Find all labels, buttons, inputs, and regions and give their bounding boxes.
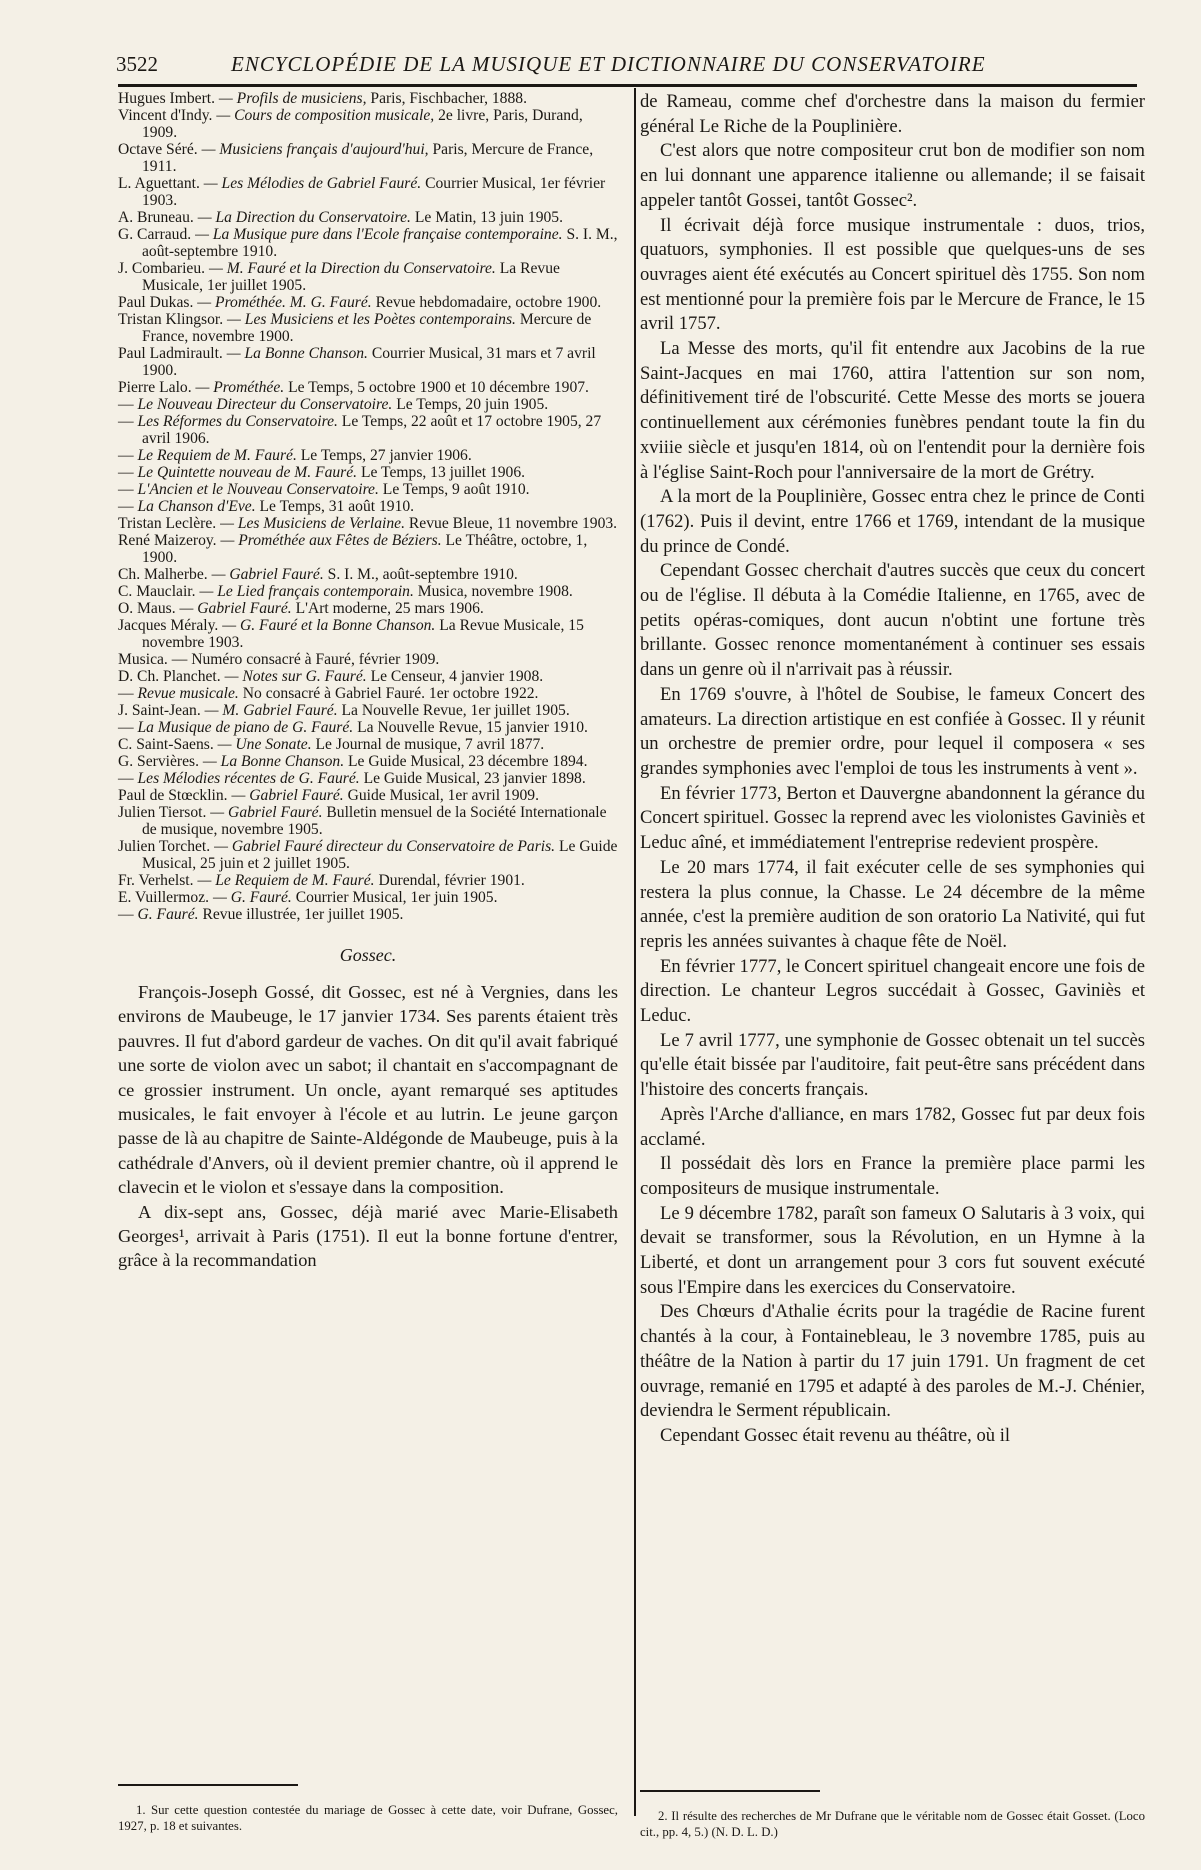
bibliography-source: L'Art moderne, 25 mars 1906. xyxy=(295,600,484,617)
bibliography-title: Le Requiem de M. Fauré. xyxy=(137,447,297,464)
bibliography-title: — Gabriel Fauré directeur du Conservatoire de Paris. xyxy=(214,838,556,855)
bibliography-entry xyxy=(118,685,618,702)
bibliography-source: Musica, novembre 1908. xyxy=(417,583,573,600)
bibliography-author: G. Carraud. xyxy=(118,226,192,243)
bibliography-title: — Prométhée aux Fêtes de Béziers. xyxy=(220,532,442,549)
bibliography-source: Durendal, février 1901. xyxy=(378,872,525,889)
bibliography-source: — Numéro consacré à Fauré, février 1909. xyxy=(171,651,440,668)
bibliography-source: La Revue Musicale, 1er juillet 1905. xyxy=(142,260,560,294)
right-column xyxy=(640,90,1145,1449)
bibliography-source: Le Matin, 13 juin 1905. xyxy=(414,209,563,226)
bibliography-title: — Les Musiciens de Verlaine. xyxy=(220,515,405,532)
bibliography-source: Le Guide Musical, 23 janvier 1898. xyxy=(363,770,586,787)
bibliography-entry xyxy=(118,872,618,889)
bibliography-title: — Musiciens français d'aujourd'hui, xyxy=(201,141,429,158)
bibliography-title: — Gabriel Fauré. xyxy=(211,566,324,583)
bibliography-author: Octave Séré. xyxy=(118,141,198,158)
bibliography-title: — G. Fauré et la Bonne Chanson. xyxy=(222,617,436,634)
header-rule xyxy=(118,84,1137,87)
bibliography-author: D. Ch. Planchet. xyxy=(118,668,221,685)
bibliography-source: Paris, Fischbacher, 1888. xyxy=(370,90,527,107)
bibliography-title: — Les Musiciens et les Poètes contemporains. xyxy=(227,311,516,328)
bibliography-entry xyxy=(118,804,618,838)
bibliography-title: — Gabriel Fauré. xyxy=(210,804,323,821)
bibliography-title: — Cours de composition musicale, xyxy=(216,107,435,124)
bibliography-author: — xyxy=(118,464,134,481)
bibliography-source: Le Temps, 27 janvier 1906. xyxy=(300,447,472,464)
bibliography-source: Bulletin mensuel de la Société Internationale de musique, novembre 1905. xyxy=(142,804,607,838)
section-title: Gossec. xyxy=(339,945,397,965)
bibliography-entry xyxy=(118,753,618,770)
bibliography-source: Guide Musical, 1er avril 1909. xyxy=(347,787,540,804)
bibliography-author: E. Vuillermoz. xyxy=(118,889,210,906)
bibliography-source: Revue illustrée, 1er juillet 1905. xyxy=(202,906,404,923)
bibliography-title: — M. Fauré et la Direction du Conservatoire. xyxy=(208,260,496,277)
bibliography-title: La Musique de piano de G. Fauré. xyxy=(137,719,354,736)
body-paragraph: A la mort de la Pouplinière, Gossec entra chez le prince de Conti (1762). Puis il devint, entre 1766 et 1769, intendant de la musique du prince de Condé. xyxy=(640,486,1145,557)
bibliography-author: — xyxy=(118,447,134,464)
bibliography-author: Hugues Imbert. xyxy=(118,90,216,107)
bibliography-source: Courrier Musical, 1er juin 1905. xyxy=(295,889,498,906)
bibliography-author: A. Bruneau. xyxy=(118,209,194,226)
body-paragraph: de Rameau, comme chef d'orchestre dans la maison du fermier général Le Riche de la Pouplinière. xyxy=(640,91,1145,137)
bibliography-entry xyxy=(118,260,618,294)
bibliography-source: S. I. M., août-septembre 1910. xyxy=(327,566,518,583)
bibliography-source: No consacré à Gabriel Fauré. 1er octobre 1922. xyxy=(242,685,539,702)
bibliography-title: La Chanson d'Eve. xyxy=(137,498,256,515)
page-number: 3522 xyxy=(116,52,158,76)
bibliography-author: — xyxy=(118,906,134,923)
bibliography-title: Les Mélodies récentes de G. Fauré. xyxy=(137,770,360,787)
bibliography-author: — xyxy=(118,770,134,787)
bibliography-author: — xyxy=(118,685,134,702)
bibliography-entry xyxy=(118,566,618,583)
bibliography-entry xyxy=(118,311,618,345)
running-title: ENCYCLOPÉDIE DE LA MUSIQUE ET DICTIONNAIRE DU CONSERVATOIRE xyxy=(231,52,986,76)
left-footnote-area xyxy=(118,1770,618,1834)
body-paragraph: En février 1773, Berton et Dauvergne abandonnent la gérance du Concert spirituel. Gossec la reprend avec les violonistes Gaviniès et Leduc aîné, et immédiatement l'entreprise redevient prospère. xyxy=(640,782,1145,854)
bibliography-entry xyxy=(118,226,618,260)
column-divider xyxy=(634,88,636,1816)
bibliography-author: J. Saint-Jean. xyxy=(118,702,201,719)
bibliography-author: — xyxy=(118,396,134,413)
bibliography-source: Le Temps, 5 octobre 1900 et 10 décembre 1907. xyxy=(288,379,589,396)
bibliography-author: Pierre Lalo. xyxy=(118,379,192,396)
footnote-rule xyxy=(640,1790,820,1792)
body-paragraph: Il possédait dès lors en France la première place parmi les compositeurs de musique instrumentale. xyxy=(640,1153,1145,1199)
bibliography-entry xyxy=(118,447,618,464)
bibliography-entry xyxy=(118,90,618,107)
bibliography-author: G. Servières. xyxy=(118,753,199,770)
bibliography-title: Les Réformes du Conservatoire. xyxy=(137,413,338,430)
footnote: 2. Il résulte des recherches de Mr Dufrane que le véritable nom de Gossec était Gosset. (Loco cit., pp. 4, 5.) (N. D. L. D.) xyxy=(640,1809,1145,1839)
bibliography-author: Musica. xyxy=(118,651,168,668)
bibliography-author: L. Aguettant. xyxy=(118,175,200,192)
bibliography-entry xyxy=(118,464,618,481)
body-paragraph: En février 1777, le Concert spirituel changeait encore une fois de direction. Le chanteur Legros succédait à Gossec, Gaviniès et Leduc. xyxy=(640,955,1145,1027)
bibliography-title: Le Nouveau Directeur du Conservatoire. xyxy=(137,396,393,413)
bibliography-entry xyxy=(118,651,618,668)
bibliography-author: Jacques Méraly. xyxy=(118,617,219,634)
bibliography-source: Le Théâtre, octobre, 1, 1900. xyxy=(142,532,588,566)
body-paragraph: Cependant Gossec cherchait d'autres succès que ceux du concert ou de l'église. Il débuta à la Comédie Italienne, en 1765, avec de petits opéras-comiques, dont aucun n'obtint une fortune très brillante. Gossec renonce momentanément à continuer ses essais dans un genre où il n'arrivait pas à réussir. xyxy=(640,560,1145,681)
bibliography-author: Paul Ladmirault. xyxy=(118,345,223,362)
bibliography-entry xyxy=(118,175,618,209)
bibliography-author: C. Mauclair. xyxy=(118,583,196,600)
body-paragraph: Il écrivait déjà force musique instrumentale : duos, trios, quatuors, symphonies. Il est possible que quelques-uns de ses ouvrages aient été exécutés au Concert spirituel dès 1755. Son nom est mentionné pour la première fois par le Mercure de France, le 15 avril 1757. xyxy=(640,214,1145,335)
bibliography-entry xyxy=(118,413,618,447)
bibliography-entry xyxy=(118,787,618,804)
bibliography-entry xyxy=(118,583,618,600)
bibliography-title: — Prométhée. M. G. Fauré. xyxy=(197,294,372,311)
bibliography-author: Paul de Stœcklin. xyxy=(118,787,228,804)
bibliography-author: Tristan Leclère. xyxy=(118,515,217,532)
bibliography-entry xyxy=(118,294,618,311)
bibliography-author: — xyxy=(118,498,134,515)
bibliography-title: — Profils de musiciens, xyxy=(218,90,367,107)
bibliography-entry xyxy=(118,702,618,719)
bibliography-source: S. I. M., août-septembre 1910. xyxy=(142,226,618,260)
bibliography-list xyxy=(118,90,618,923)
footnote: 1. Sur cette question contestée du mariage de Gossec à cette date, voir Dufrane, Gossec, 1927, p. 18 et suivantes. xyxy=(118,1803,618,1833)
bibliography-title: — Prométhée. xyxy=(195,379,285,396)
bibliography-title: — Notes sur G. Fauré. xyxy=(224,668,367,685)
bibliography-title: G. Fauré. xyxy=(137,906,199,923)
bibliography-author: C. Saint-Saens. xyxy=(118,736,214,753)
bibliography-title: — Le Requiem de M. Fauré. xyxy=(197,872,375,889)
left-column xyxy=(118,90,618,1273)
bibliography-title: Revue musicale. xyxy=(137,685,239,702)
bibliography-source: Mercure de France, novembre 1900. xyxy=(142,311,592,345)
page-header xyxy=(116,50,1136,84)
bibliography-source: Paris, Mercure de France, 1911. xyxy=(142,141,594,175)
body-paragraph: C'est alors que notre compositeur crut bon de modifier son nom en lui donnant une apparence italienne ou allemande; il se faisait appeler tantôt Gossei, tantôt Gossec². xyxy=(640,140,1145,211)
footnote-rule xyxy=(118,1784,298,1786)
bibliography-title: — M. Gabriel Fauré. xyxy=(204,702,338,719)
bibliography-source: La Nouvelle Revue, 1er juillet 1905. xyxy=(341,702,570,719)
bibliography-author: — xyxy=(118,481,134,498)
bibliography-author: Tristan Klingsor. xyxy=(118,311,224,328)
bibliography-entry xyxy=(118,838,618,872)
bibliography-entry xyxy=(118,141,618,175)
right-footnote-area xyxy=(640,1776,1145,1840)
bibliography-title: — Une Sonate. xyxy=(217,736,312,753)
bibliography-author: Julien Torchet. xyxy=(118,838,211,855)
bibliography-source: Le Temps, 9 août 1910. xyxy=(382,481,530,498)
bibliography-title: — La Bonne Chanson. xyxy=(226,345,368,362)
bibliography-entry xyxy=(118,617,618,651)
bibliography-entry xyxy=(118,345,618,379)
bibliography-title: — La Direction du Conservatoire. xyxy=(197,209,411,226)
bibliography-entry xyxy=(118,532,618,566)
bibliography-title: — Le Lied français contemporain. xyxy=(199,583,414,600)
bibliography-author: Ch. Malherbe. xyxy=(118,566,208,583)
bibliography-source: Le Temps, 22 août et 17 octobre 1905, 27 avril 1906. xyxy=(142,413,602,447)
bibliography-entry xyxy=(118,107,618,141)
bibliography-entry xyxy=(118,719,618,736)
bibliography-source: La Nouvelle Revue, 15 janvier 1910. xyxy=(357,719,588,736)
bibliography-entry xyxy=(118,498,618,515)
bibliography-title: — La Bonne Chanson. xyxy=(202,753,345,770)
bibliography-title: — La Musique pure dans l'Ecole française contemporaine. xyxy=(195,226,563,243)
bibliography-title: — Les Mélodies de Gabriel Fauré. xyxy=(203,175,422,192)
bibliography-author: Vincent d'Indy. xyxy=(118,107,213,124)
bibliography-entry xyxy=(118,600,618,617)
bibliography-author: René Maizeroy. xyxy=(118,532,217,549)
body-paragraph: Le 20 mars 1774, il fait exécuter celle de ses symphonies qui restera la plus connue, la Chasse. Le 24 décembre de la même année, c'est la première audition de son oratorio La Nativité, qui fut repris les années suivantes à chaque fête de Noël. xyxy=(640,856,1145,952)
bibliography-title: L'Ancien et le Nouveau Conservatoire. xyxy=(137,481,379,498)
bibliography-source: 2e livre, Paris, Durand, 1909. xyxy=(142,107,583,141)
bibliography-title: — G. Fauré. xyxy=(212,889,292,906)
bibliography-source: La Revue Musicale, 15 novembre 1903. xyxy=(142,617,584,651)
bibliography-title: — Gabriel Fauré. xyxy=(179,600,292,617)
bibliography-entry xyxy=(118,379,618,396)
bibliography-source: Le Guide Musical, 23 décembre 1894. xyxy=(348,753,588,770)
bibliography-entry xyxy=(118,481,618,498)
bibliography-title: — Gabriel Fauré. xyxy=(231,787,344,804)
bibliography-entry xyxy=(118,209,618,226)
body-paragraph: Des Chœurs d'Athalie écrits pour la tragédie de Racine furent chantés à la cour, à Fontainebleau, le 3 novembre 1785, puis au théâtre de la Nation à partir du 17 juin 1791. Un fragment de cet ouvrage, remanié en 1795 et adapté à des paroles de M.-J. Chénier, deviendra le Serment républicain. xyxy=(640,1301,1145,1422)
bibliography-source: Le Temps, 31 août 1910. xyxy=(259,498,415,515)
bibliography-source: Revue hebdomadaire, octobre 1900. xyxy=(375,294,602,311)
bibliography-source: Le Journal de musique, 7 avril 1877. xyxy=(315,736,545,753)
body-paragraph: A dix-sept ans, Gossec, déjà marié avec Marie-Elisabeth Georges¹, arrivait à Paris (1751). Il eut la bonne fortune d'entrer, grâce à la recommandation xyxy=(118,1201,618,1271)
bibliography-author: O. Maus. xyxy=(118,600,176,617)
bibliography-entry xyxy=(118,770,618,787)
bibliography-entry xyxy=(118,668,618,685)
bibliography-source: Le Censeur, 4 janvier 1908. xyxy=(370,668,544,685)
bibliography-entry xyxy=(118,736,618,753)
bibliography-title: Le Quintette nouveau de M. Fauré. xyxy=(137,464,358,481)
bibliography-author: Julien Tiersot. xyxy=(118,804,207,821)
body-paragraph: Le 9 décembre 1782, paraît son fameux O Salutaris à 3 voix, qui devait se transformer, sous la Révolution, en un Hymne à la Liberté, et dont un arrangement pour 3 cors fut souvent exécuté sous l'Empire dans les exercices du Conservatoire. xyxy=(640,1202,1145,1298)
body-paragraph: En 1769 s'ouvre, à l'hôtel de Soubise, le fameux Concert des amateurs. La direction artistique en est confiée à Gossec. Il y réunit un orchestre de premier ordre, pour lequel il composera « ses grandes symphonies avec l'emploi de tous les instruments à vent ». xyxy=(640,683,1145,779)
bibliography-source: Courrier Musical, 31 mars et 7 avril 1900. xyxy=(142,345,596,379)
bibliography-author: — xyxy=(118,719,134,736)
bibliography-author: Fr. Verhelst. xyxy=(118,872,194,889)
body-paragraph: Après l'Arche d'alliance, en mars 1782, Gossec fut par deux fois acclamé. xyxy=(640,1103,1145,1150)
bibliography-author: Paul Dukas. xyxy=(118,294,194,311)
bibliography-entry xyxy=(118,396,618,413)
bibliography-source: Le Temps, 13 juillet 1906. xyxy=(360,464,526,481)
bibliography-entry xyxy=(118,515,618,532)
bibliography-entry xyxy=(118,889,618,906)
body-paragraph: Le 7 avril 1777, une symphonie de Gossec obtenait un tel succès qu'elle était bissée par l'auditoire, fait peut-être sans précédent dans l'histoire des concerts français. xyxy=(640,1029,1145,1101)
bibliography-author: J. Combarieu. xyxy=(118,260,206,277)
body-paragraph: Cependant Gossec était revenu au théâtre, où il xyxy=(660,1424,1011,1446)
bibliography-source: Revue Bleue, 11 novembre 1903. xyxy=(408,515,618,532)
body-paragraph: La Messe des morts, qu'il fit entendre aux Jacobins de la rue Saint-Jacques en mai 1760, attira l'attention sur son nom, définitivement tiré de l'obscurité. Cette Messe des morts se jouera continuellement aux cérémonies funèbres pendant toute la fin du xviiie siècle et jusqu'en 1814, où on l'entendit pour la dernière fois à l'église Saint-Roch pour l'anniversaire de la mort de Grétry. xyxy=(640,338,1145,483)
bibliography-source: Le Temps, 20 juin 1905. xyxy=(396,396,549,413)
bibliography-source: Le Guide Musical, 25 juin et 2 juillet 1905. xyxy=(142,838,618,872)
bibliography-entry xyxy=(118,906,618,923)
bibliography-author: — xyxy=(118,413,134,430)
bibliography-source: Courrier Musical, 1er février 1903. xyxy=(142,175,606,209)
body-paragraph: François-Joseph Gossé, dit Gossec, est né à Vergnies, dans les environs de Maubeuge, le 17 janvier 1734. Ses parents étaient très pauvres. Il fut d'abord gardeur de vaches. On dit qu'il avait fabriqué une sorte de violon avec un sabot; il chantait en s'accompagnant de ce grossier instrument. Un oncle, ayant remarqué ses aptitudes musicales, le fait envoyer à l'école et au lutrin. Le jeune garçon passe de là au chapitre de Sainte-Aldégonde de Maubeuge, puis à la cathédrale d'Anvers, où il devient premier chantre, où il apprend le clavecin et le violon et s'essaye dans la composition. xyxy=(118,982,618,1198)
